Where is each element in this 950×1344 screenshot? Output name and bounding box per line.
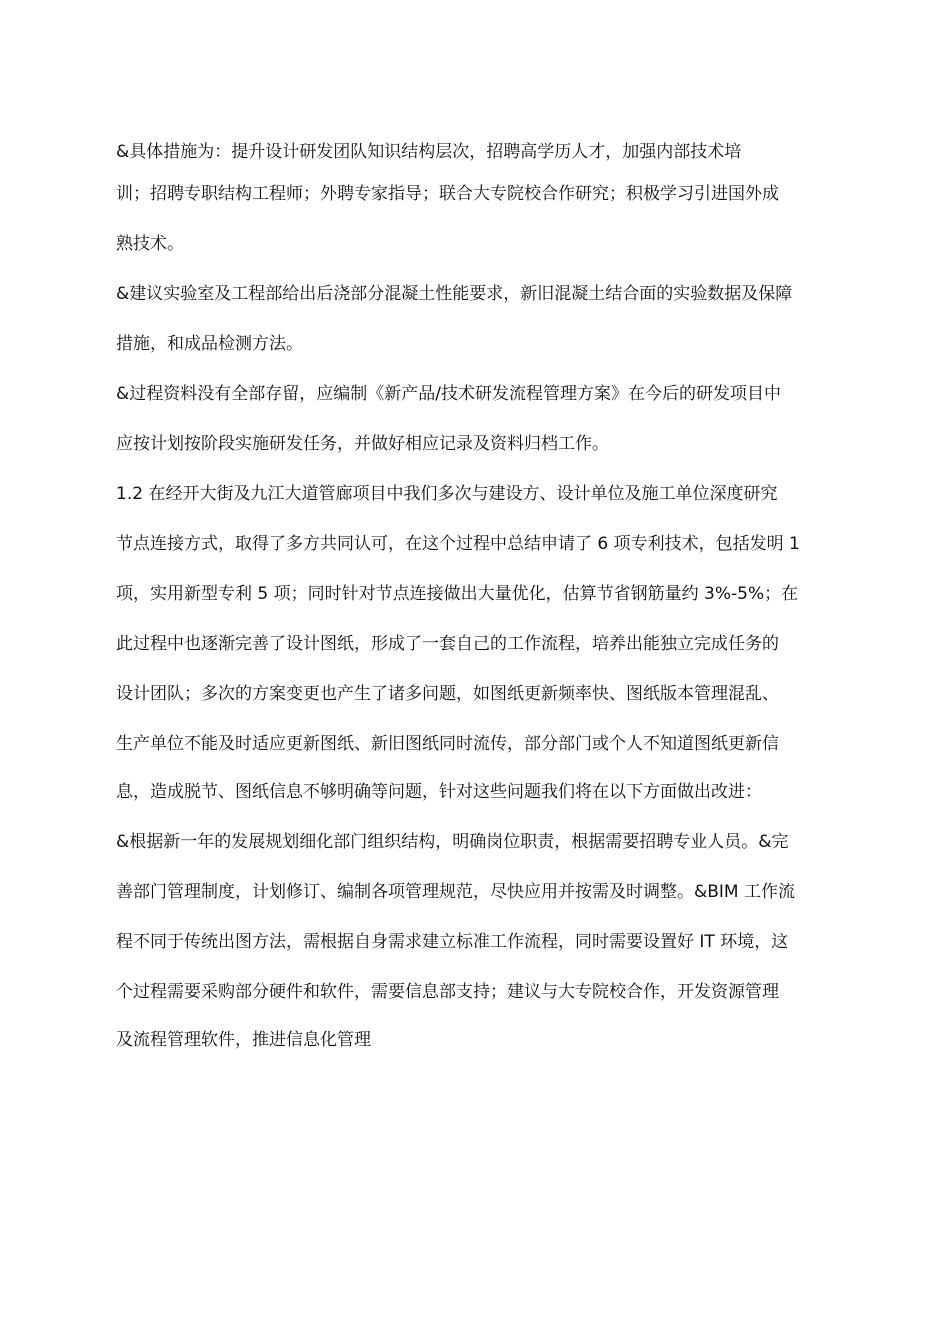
text-line: 程不同于传统出图方法，需根据自身需求建立标准工作流程，同时需要设置好 IT 环境，这 (116, 932, 789, 952)
text-line: 项，实用新型专利 5 项；同时针对节点连接做出大量优化，估算节省钢筋量约 3%-5%；在 (116, 584, 799, 604)
text-line: 应按计划按阶段实施研发任务，并做好相应记录及资料归档工作。 (116, 434, 609, 454)
text-line: 息，造成脱节、图纸信息不够明确等问题，针对这些问题我们将在以下方面做出改进： (116, 782, 762, 802)
text-line: &过程资料没有全部存留，应编制《新产品/技术研发流程管理方案》在今后的研发项目中 (116, 384, 781, 404)
text-line: 善部门管理制度，计划修订、编制各项管理规范，尽快应用并按需及时调整。&BIM 工作流 (116, 882, 796, 902)
text-line: &建议实验室及工程部给出后浇部分混凝土性能要求，新旧混凝土结合面的实验数据及保障 (116, 284, 793, 304)
text-line: 1.2 在经开大街及九江大道管廊项目中我们多次与建设方、设计单位及施工单位深度研究 (116, 484, 778, 504)
text-line: 此过程中也逐渐完善了设计图纸，形成了一套自己的工作流程，培养出能独立完成任务的 (116, 634, 779, 654)
text-line: 个过程需要采购部分硬件和软件，需要信息部支持；建议与大专院校合作，开发资源管理 (116, 982, 779, 1002)
text-line: 措施，和成品检测方法。 (116, 334, 303, 354)
text-line: 及流程管理软件，推进信息化管理 (116, 1030, 371, 1050)
text-line: 节点连接方式，取得了多方共同认可，在这个过程中总结申请了 6 项专利技术，包括发明 1 (116, 534, 800, 554)
text-line: 生产单位不能及时适应更新图纸、新旧图纸同时流传，部分部门或个人不知道图纸更新信 (116, 734, 779, 754)
text-line: &具体措施为：提升设计研发团队知识结构层次，招聘高学历人才，加强内部技术培 (116, 142, 742, 162)
text-line: 熟技术。 (116, 234, 184, 254)
text-line: 设计团队；多次的方案变更也产生了诸多问题，如图纸更新频率快、图纸版本管理混乱、 (116, 684, 779, 704)
text-line: &根据新一年的发展规划细化部门组织结构，明确岗位职责，根据需要招聘专业人员。&完 (116, 832, 789, 852)
text-line: 训；招聘专职结构工程师；外聘专家指导；联合大专院校合作研究；积极学习引进国外成 (116, 184, 779, 204)
